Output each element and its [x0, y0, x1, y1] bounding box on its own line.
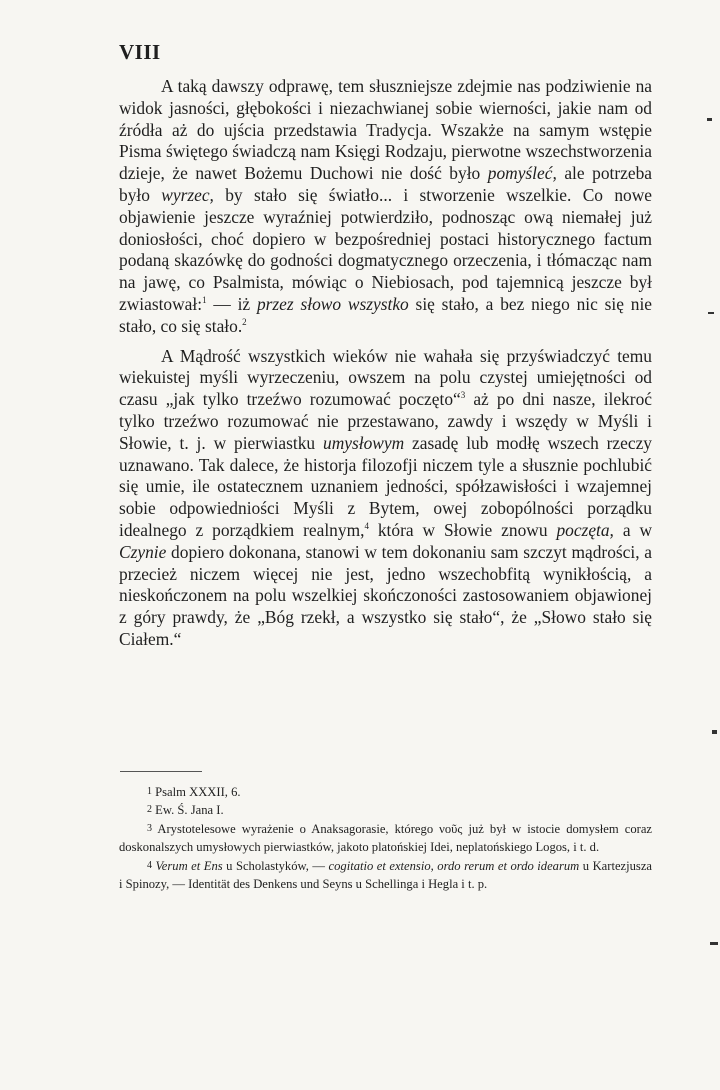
text-run: zasadę lub modłę wszech rzeczy uznawano. Tak dalece, że historja filozofji niczem tyle a słusznie pochlubić się umie, ile ostatecznem uznaniem jedności, spółzawisłości i wzajemnej sobie odpowiedniości Myśli z Bytem, owej zobopólności porządku idealnego z porządkiem realnym,: [119, 432, 653, 540]
italic-text: Verum et Ens: [155, 858, 223, 873]
paragraph: [119, 346, 652, 651]
scan-mark: [707, 118, 712, 121]
scan-mark: [708, 312, 714, 314]
scan-mark: [710, 942, 718, 945]
footnote-ref: 2: [242, 316, 247, 327]
text-run: ale potrzeba było: [119, 163, 652, 205]
text-run: się stało, a bez niego nic się nie stało, co się stało.: [119, 293, 653, 336]
footnote-number: 3: [147, 822, 152, 834]
italic-text: pomyśleć,: [487, 163, 557, 184]
italic-text: umysłowym: [323, 432, 405, 453]
text-run: dopiero dokonana, stanowi w tem dokonaniu sam szczyt mądrości, a przecież niczem więcej nie jest, jedno wszechobfitą wynikłością, a nieskończonem na polu wszelkiej skończoności zastosowaniem objawionej z góry prawdy, że „Bóg rzekł, a wszystko się stało“, że „Słowo stało się Ciałem.“: [119, 541, 652, 649]
main-text: [119, 76, 652, 651]
footnote-ref: 4: [364, 520, 369, 531]
footnote: [119, 820, 652, 857]
text-run: u Scholastyków, —: [222, 858, 329, 873]
text-run: Arystotelesowe wyrażenie o Anaksagorasie, którego νοῦς już był w istocie domysłem coraz doskonalszych umysłowych pierwiastków, jakoto platońskiej Idei, neplatońskiego Logos, i t. d.: [119, 821, 652, 855]
page-number: VIII: [119, 40, 161, 64]
italic-text: cogitatio et extensio, ordo rerum et ordo idearum: [328, 858, 580, 873]
paragraph: [119, 76, 652, 338]
text-run: u Kartezjusza i Spinozy, — Identität des Denkens und Seyns u Schellinga i Hegla i t. p.: [119, 858, 652, 892]
footnote: [119, 801, 652, 819]
italic-text: Czynie: [119, 541, 167, 562]
text-run: Psalm XXXII, 6.: [155, 785, 241, 799]
text-run: by stało się światło... i stworzenie wszelkie. Co nowe objawienie jeszcze wyraźniej potwierdziło, podnosząc ową niemałej już doniosłości, choć dopiero w bezpośredniej postaci historycznego factum podaną skazówkę do godności dogmatycznego orzeczenia, i tłómacząc nam na jawę, co Psalmista, mówiąc o Niebiosach, pod tajemnicą jeszcze był zwiastował:: [119, 184, 652, 314]
footnote: [119, 857, 652, 894]
text-run: — iż: [206, 293, 257, 314]
text-run: która w Słowie znowu: [368, 519, 557, 540]
footnote-number: 2: [147, 804, 152, 816]
footnote-ref: 3: [460, 390, 466, 401]
footnote-number: 1: [147, 786, 152, 797]
footnote-ref: 1: [202, 294, 207, 305]
text-run: aż po dni nasze, ilekroć tylko trzeźwo rozumować nie przestawano, zawdy i wszędy w Myśli i Słowie, t. j. w pierwiastku: [119, 389, 652, 453]
italic-text: przez słowo wszystko: [256, 293, 409, 314]
italic-text: poczęta,: [556, 519, 614, 540]
text-run: a w: [613, 519, 653, 540]
text-run: Ew. Ś. Jana I.: [155, 803, 224, 818]
text-run: A taką dawszy odprawę, tem słuszniejsze zdejmie nas podziwienie na widok jasności, głębokości i niezachwianej sobie wierności, jakie nam od źródła aż do ujścia przedstawia Tradycja. Wszakże na samym wstępie Pisma świętego świadczą nam Księgi Rodzaju, pierwotne wszechstworzenia dzieje, że nawet Bożemu Duchowi nie dość było: [119, 76, 652, 184]
italic-text: wyrzec,: [161, 184, 214, 205]
footnote: [119, 783, 652, 801]
footnote-separator: [120, 771, 202, 772]
footnote-number: 4: [147, 859, 152, 871]
scan-mark: [712, 730, 717, 734]
text-run: A Mądrość wszystkich wieków nie wahała się przyświadczyć temu wiekuistej myśli wyrzeczeniu, owszem na polu czystej umiejętności od czasu „jak tylko trzeźwo rozumować poczęto“: [119, 345, 652, 410]
footnotes: [119, 783, 652, 893]
